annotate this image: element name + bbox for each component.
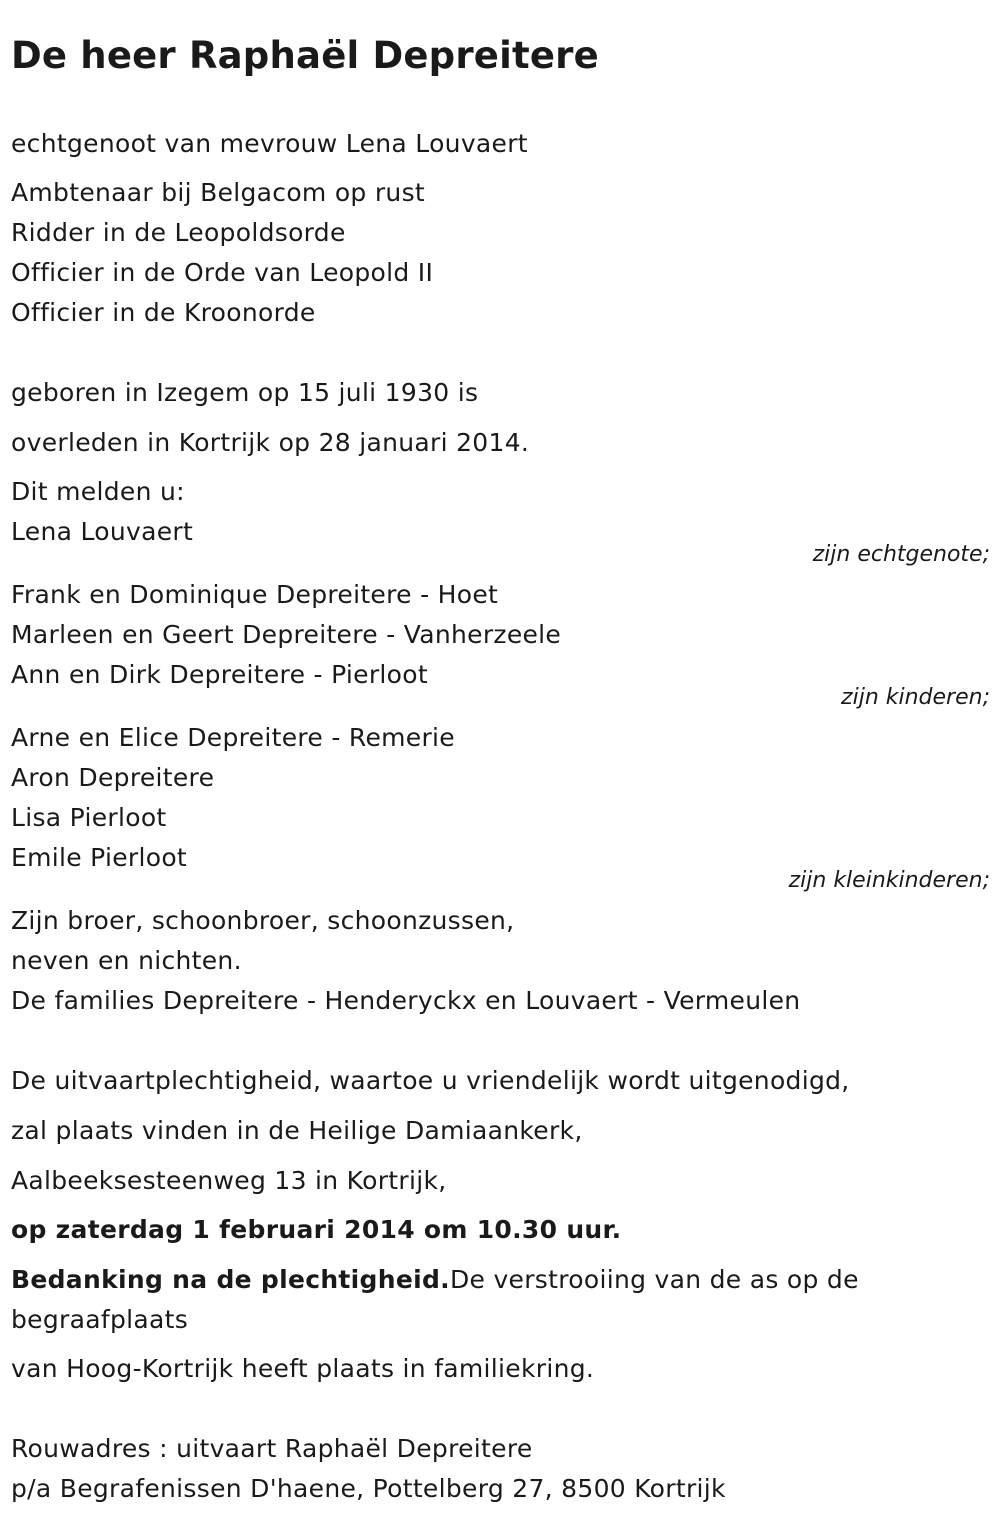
mourning-address-line: p/a Begrafenissen D'haene, Pottelberg 27, 8500 Kortrijk — [11, 1474, 726, 1503]
mourning-address-line: Rouwadres : uitvaart Raphaël Depreitere — [11, 1434, 533, 1463]
child-name: Frank en Dominique Depreitere - Hoet — [11, 580, 499, 609]
spouse-relation-label: zijn echtgenote; — [812, 542, 990, 567]
grandchild-name: Aron Depreitere — [11, 763, 215, 792]
family-line: neven en nichten. — [11, 946, 242, 975]
thanks-bold-text: Bedanking na de plechtigheid. — [11, 1265, 450, 1294]
announcers-heading: Dit melden u: — [11, 477, 185, 506]
grandchild-name: Emile Pierloot — [11, 843, 188, 872]
child-name: Marleen en Geert Depreitere - Vanherzeele — [11, 620, 562, 649]
spouse-name: Lena Louvaert — [11, 517, 194, 546]
ceremony-thanks-line — [11, 1264, 859, 1296]
page-title: De heer Raphaël Depreitere — [11, 34, 599, 77]
thanks-rest-text: De verstrooiing van de as op de — [449, 1265, 859, 1294]
family-line: De families Depreitere - Henderyckx en Louvaert - Vermeulen — [11, 986, 801, 1015]
ceremony-place: zal plaats vinden in de Heilige Damiaankerk, — [11, 1116, 583, 1145]
grandchild-name: Lisa Pierloot — [11, 803, 167, 832]
ceremony-invite: De uitvaartplechtigheid, waartoe u vriendelijk wordt uitgenodigd, — [11, 1066, 850, 1095]
honor-line: Ridder in de Leopoldsorde — [11, 218, 346, 247]
grandchild-name: Arne en Elice Depreitere - Remerie — [11, 723, 455, 752]
children-relation-label: zijn kinderen; — [841, 685, 990, 710]
child-name: Ann en Dirk Depreitere - Pierloot — [11, 660, 428, 689]
family-line: Zijn broer, schoonbroer, schoonzussen, — [11, 906, 515, 935]
grandchildren-relation-label: zijn kleinkinderen; — [788, 868, 990, 893]
ceremony-end: van Hoog-Kortrijk heeft plaats in familiekring. — [11, 1354, 595, 1383]
ceremony-address: Aalbeeksesteenweg 13 in Kortrijk, — [11, 1166, 447, 1195]
honor-line: Ambtenaar bij Belgacom op rust — [11, 178, 425, 207]
ceremony-continuation: begraafplaats — [11, 1305, 189, 1334]
birth-line: geboren in Izegem op 15 juli 1930 is — [11, 378, 479, 407]
honor-line: Officier in de Kroonorde — [11, 298, 316, 327]
spouse-of-line: echtgenoot van mevrouw Lena Louvaert — [11, 129, 528, 158]
ceremony-datetime: op zaterdag 1 februari 2014 om 10.30 uur. — [11, 1215, 622, 1244]
honor-line: Officier in de Orde van Leopold II — [11, 258, 434, 287]
death-line: overleden in Kortrijk op 28 januari 2014. — [11, 428, 530, 457]
